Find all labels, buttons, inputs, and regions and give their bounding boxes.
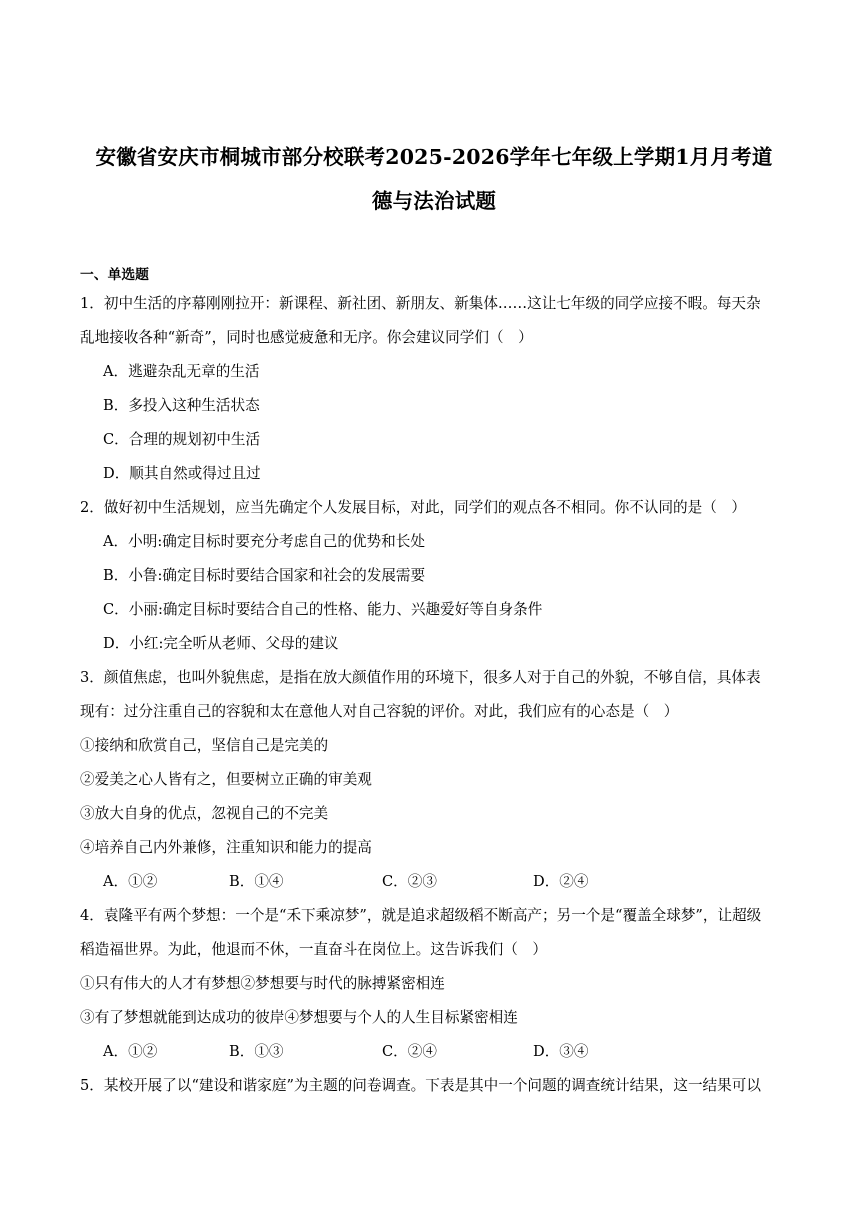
exam-title — [60, 135, 808, 223]
q3-stem-line2: 现有：过分注重自己的容貌和太在意他人对自己容貌的评价。对此，我们应有的心态是（ ） — [80, 703, 679, 720]
q3-statement-4: ④培养自己内外兼修，注重知识和能力的提高 — [80, 839, 372, 856]
q4-option-b: B．①③ — [229, 1043, 284, 1060]
q1-option-b: B．多投入这种生活状态 — [103, 397, 260, 414]
q1-option-c: C．合理的规划初中生活 — [103, 431, 261, 448]
title-line-2: 德与法治试题 — [371, 189, 497, 213]
q3-stem-line1: 3．颜值焦虑，也叫外貌焦虑，是指在放大颜值作用的环境下，很多人对于自己的外貌，不够自信，具体表 — [80, 669, 761, 686]
q3-statement-1: ①接纳和欣赏自己，坚信自己是完美的 — [80, 737, 329, 754]
q4-option-c: C．②④ — [382, 1043, 437, 1060]
q3-option-a: A．①② — [103, 873, 158, 890]
q4-statement-line1: ①只有伟大的人才有梦想②梦想要与时代的脉搏紧密相连 — [80, 975, 445, 992]
q1-stem-line1: 1．初中生活的序幕刚刚拉开：新课程、新社团、新朋友、新集体……这让七年级的同学应接不暇。每天杂 — [80, 295, 761, 312]
q4-stem-line1: 4．袁隆平有两个梦想：一个是“禾下乘凉梦”，就是追求超级稻不断高产；另一个是“覆盖全球梦”，让超级 — [80, 907, 762, 924]
q3-statement-2: ②爱美之心人皆有之，但要树立正确的审美观 — [80, 771, 372, 788]
title-line-1: 安徽省安庆市桐城市部分校联考2025-2026学年七年级上学期1月月考道 — [95, 145, 773, 169]
q2-option-a: A．小明:确定目标时要充分考虑自己的优势和长处 — [103, 533, 425, 550]
q3-statement-3: ③放大自身的优点，忽视自己的不完美 — [80, 805, 329, 822]
q4-stem-line2: 稻造福世界。为此，他退而不休，一直奋斗在岗位上。这告诉我们（ ） — [80, 941, 548, 958]
q2-option-d: D．小红:完全听从老师、父母的建议 — [103, 635, 339, 652]
section-heading: 一、单选题 — [80, 267, 149, 283]
q3-option-b: B．①④ — [229, 873, 284, 890]
q3-option-d: D．②④ — [533, 873, 589, 890]
q4-statement-line2: ③有了梦想就能到达成功的彼岸④梦想要与个人的人生目标紧密相连 — [80, 1009, 518, 1026]
q2-option-c: C．小丽:确定目标时要结合自己的性格、能力、兴趣爱好等自身条件 — [103, 601, 543, 618]
q1-option-a: A．逃避杂乱无章的生活 — [103, 363, 260, 380]
q1-stem-line2: 乱地接收各种“新奇”，同时也感觉疲惫和无序。你会建议同学们（ ） — [80, 329, 533, 346]
q5-stem-line1: 5．某校开展了以“建设和谐家庭”为主题的问卷调查。下表是其中一个问题的调查统计结果，这一结果可以 — [80, 1077, 761, 1094]
q1-option-d: D．顺其自然或得过且过 — [103, 465, 261, 482]
q3-option-c: C．②③ — [382, 873, 437, 890]
q2-stem-line1: 2．做好初中生活规划，应当先确定个人发展目标，对此，同学们的观点各不相同。你不认同的是（ ） — [80, 499, 747, 516]
q4-option-a: A．①② — [103, 1043, 158, 1060]
q2-option-b: B．小鲁:确定目标时要结合国家和社会的发展需要 — [103, 567, 426, 584]
q4-option-d: D．③④ — [533, 1043, 589, 1060]
